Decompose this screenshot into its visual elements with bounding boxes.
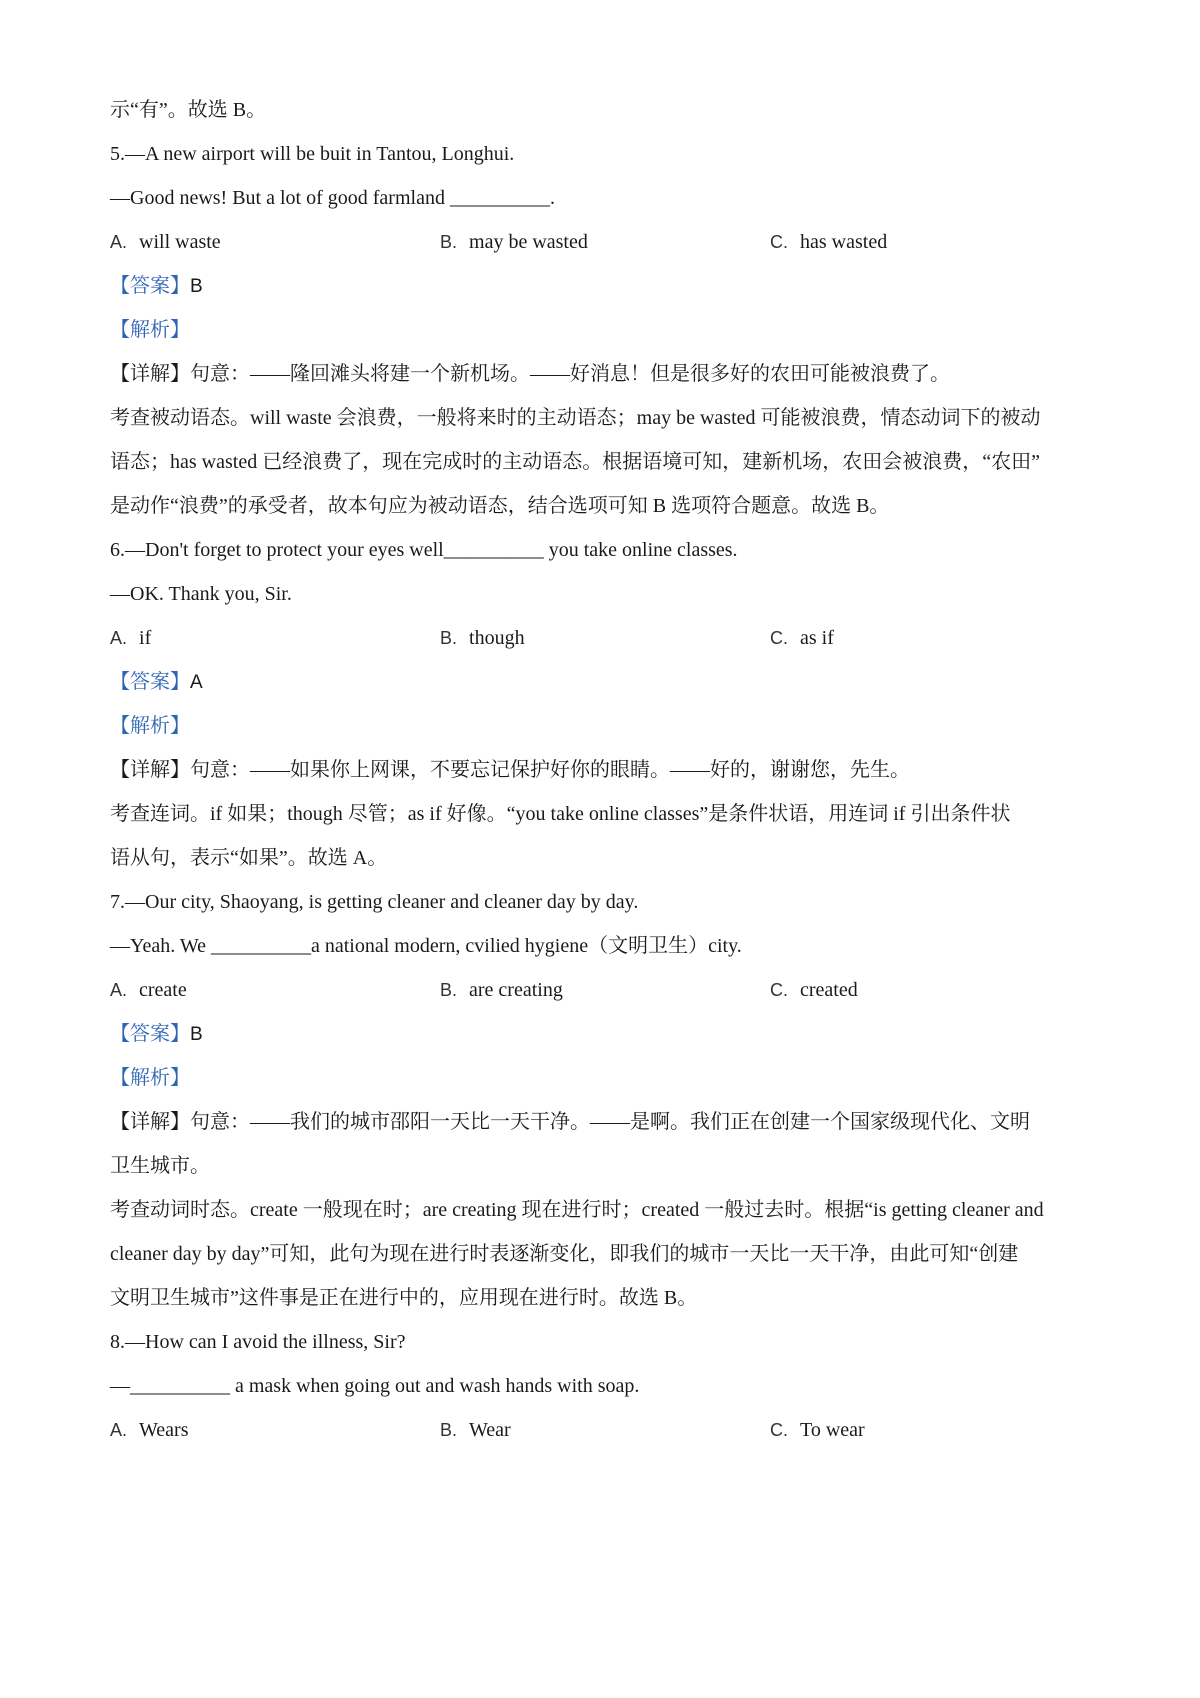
q8-option-b — [440, 1416, 511, 1444]
option-letter: C. — [770, 628, 788, 648]
option-letter: B. — [440, 980, 458, 1000]
q6-option-b — [440, 624, 525, 652]
q6-detail-2: 考查连词。if 如果；though 尽管；as if 好像。“you take online classes”是条件状语，用连词 if 引出条件状 — [110, 803, 1011, 825]
option-text: will waste — [139, 231, 221, 253]
q7-detail-3: 考查动词时态。create 一般现在时；are creating 现在进行时；created 一般过去时。根据“is getting cleaner and — [110, 1199, 1044, 1221]
q7-option-b — [440, 976, 563, 1004]
option-letter: A. — [110, 1420, 128, 1440]
answer-label: 【答案】 — [110, 1023, 190, 1045]
option-letter: A. — [110, 232, 128, 252]
option-letter: C. — [770, 980, 788, 1000]
q6-detail-1: 【详解】句意：——如果你上网课，不要忘记保护好你的眼睛。——好的，谢谢您，先生。 — [110, 759, 910, 781]
q5-option-c — [770, 228, 887, 256]
option-letter: B. — [440, 1420, 458, 1440]
option-text: created — [800, 979, 858, 1001]
q8-option-a — [110, 1416, 189, 1444]
option-text: though — [469, 627, 525, 649]
option-letter: A. — [110, 628, 128, 648]
q7-option-a — [110, 976, 187, 1004]
q5-option-b — [440, 228, 588, 256]
answer-label: 【答案】 — [110, 275, 190, 297]
option-text: Wear — [469, 1419, 511, 1441]
q7-question: 7.—Our city, Shaoyang, is getting cleaner and cleaner day by day. — [110, 891, 639, 913]
q5-detail-4: 是动作“浪费”的承受者，故本句应为被动语态，结合选项可知 B 选项符合题意。故选 B。 — [110, 495, 890, 517]
q7-response: —Yeah. We __________a national modern, cvilied hygiene（文明卫生）city. — [110, 935, 742, 957]
option-letter: C. — [770, 232, 788, 252]
q6-answer — [110, 668, 203, 697]
q5-detail-3: 语态；has wasted 已经浪费了，现在完成时的主动语态。根据语境可知，建新机场，农田会被浪费，“农田” — [110, 451, 1040, 473]
option-letter: B. — [440, 628, 458, 648]
q7-option-c — [770, 976, 858, 1004]
option-text: may be wasted — [469, 231, 588, 253]
option-letter: A. — [110, 980, 128, 1000]
q7-answer — [110, 1020, 203, 1049]
answer-value: B — [190, 1024, 203, 1045]
q6-option-a — [110, 624, 151, 652]
option-text: has wasted — [800, 231, 888, 253]
q8-option-c — [770, 1416, 865, 1444]
prev-explanation-end: 示“有”。故选 B。 — [110, 99, 267, 121]
q6-response: —OK. Thank you, Sir. — [110, 583, 292, 605]
q7-analysis-label: 【解析】 — [110, 1067, 190, 1089]
q8-question: 8.—How can I avoid the illness, Sir? — [110, 1331, 406, 1353]
q8-response: —__________ a mask when going out and wash hands with soap. — [110, 1375, 640, 1397]
q5-detail-2: 考查被动语态。will waste 会浪费，一般将来时的主动语态；may be wasted 可能被浪费，情态动词下的被动 — [110, 407, 1041, 429]
option-letter: C. — [770, 1420, 788, 1440]
q6-analysis-label: 【解析】 — [110, 715, 190, 737]
q7-detail-1: 【详解】句意：——我们的城市邵阳一天比一天干净。——是啊。我们正在创建一个国家级现代化、文明 — [110, 1111, 1030, 1133]
q7-detail-2: 卫生城市。 — [110, 1155, 210, 1177]
q6-option-c — [770, 624, 834, 652]
option-text: if — [139, 627, 152, 649]
q5-analysis-label: 【解析】 — [110, 319, 190, 341]
q5-detail-1: 【详解】句意：——隆回滩头将建一个新机场。——好消息！但是很多好的农田可能被浪费了。 — [110, 363, 950, 385]
q7-detail-4: cleaner day by day”可知，此句为现在进行时表逐渐变化，即我们的城市一天比一天干净，由此可知“创建 — [110, 1243, 1019, 1265]
option-text: as if — [800, 627, 834, 649]
q6-detail-3: 语从句，表示“如果”。故选 A。 — [110, 847, 388, 869]
answer-value: B — [190, 276, 203, 297]
q5-response: —Good news! But a lot of good farmland __________. — [110, 187, 555, 209]
option-text: To wear — [800, 1419, 865, 1441]
option-text: create — [139, 979, 187, 1001]
q7-detail-5: 文明卫生城市”这件事是正在进行中的，应用现在进行时。故选 B。 — [110, 1287, 698, 1309]
option-text: are creating — [469, 979, 563, 1001]
q5-question: 5.—A new airport will be buit in Tantou, Longhui. — [110, 143, 515, 165]
answer-label: 【答案】 — [110, 671, 190, 693]
q5-option-a — [110, 228, 221, 256]
q5-answer — [110, 272, 203, 301]
answer-value: A — [190, 672, 203, 693]
q6-question: 6.—Don't forget to protect your eyes well__________ you take online classes. — [110, 539, 738, 561]
option-letter: B. — [440, 232, 458, 252]
option-text: Wears — [139, 1419, 189, 1441]
